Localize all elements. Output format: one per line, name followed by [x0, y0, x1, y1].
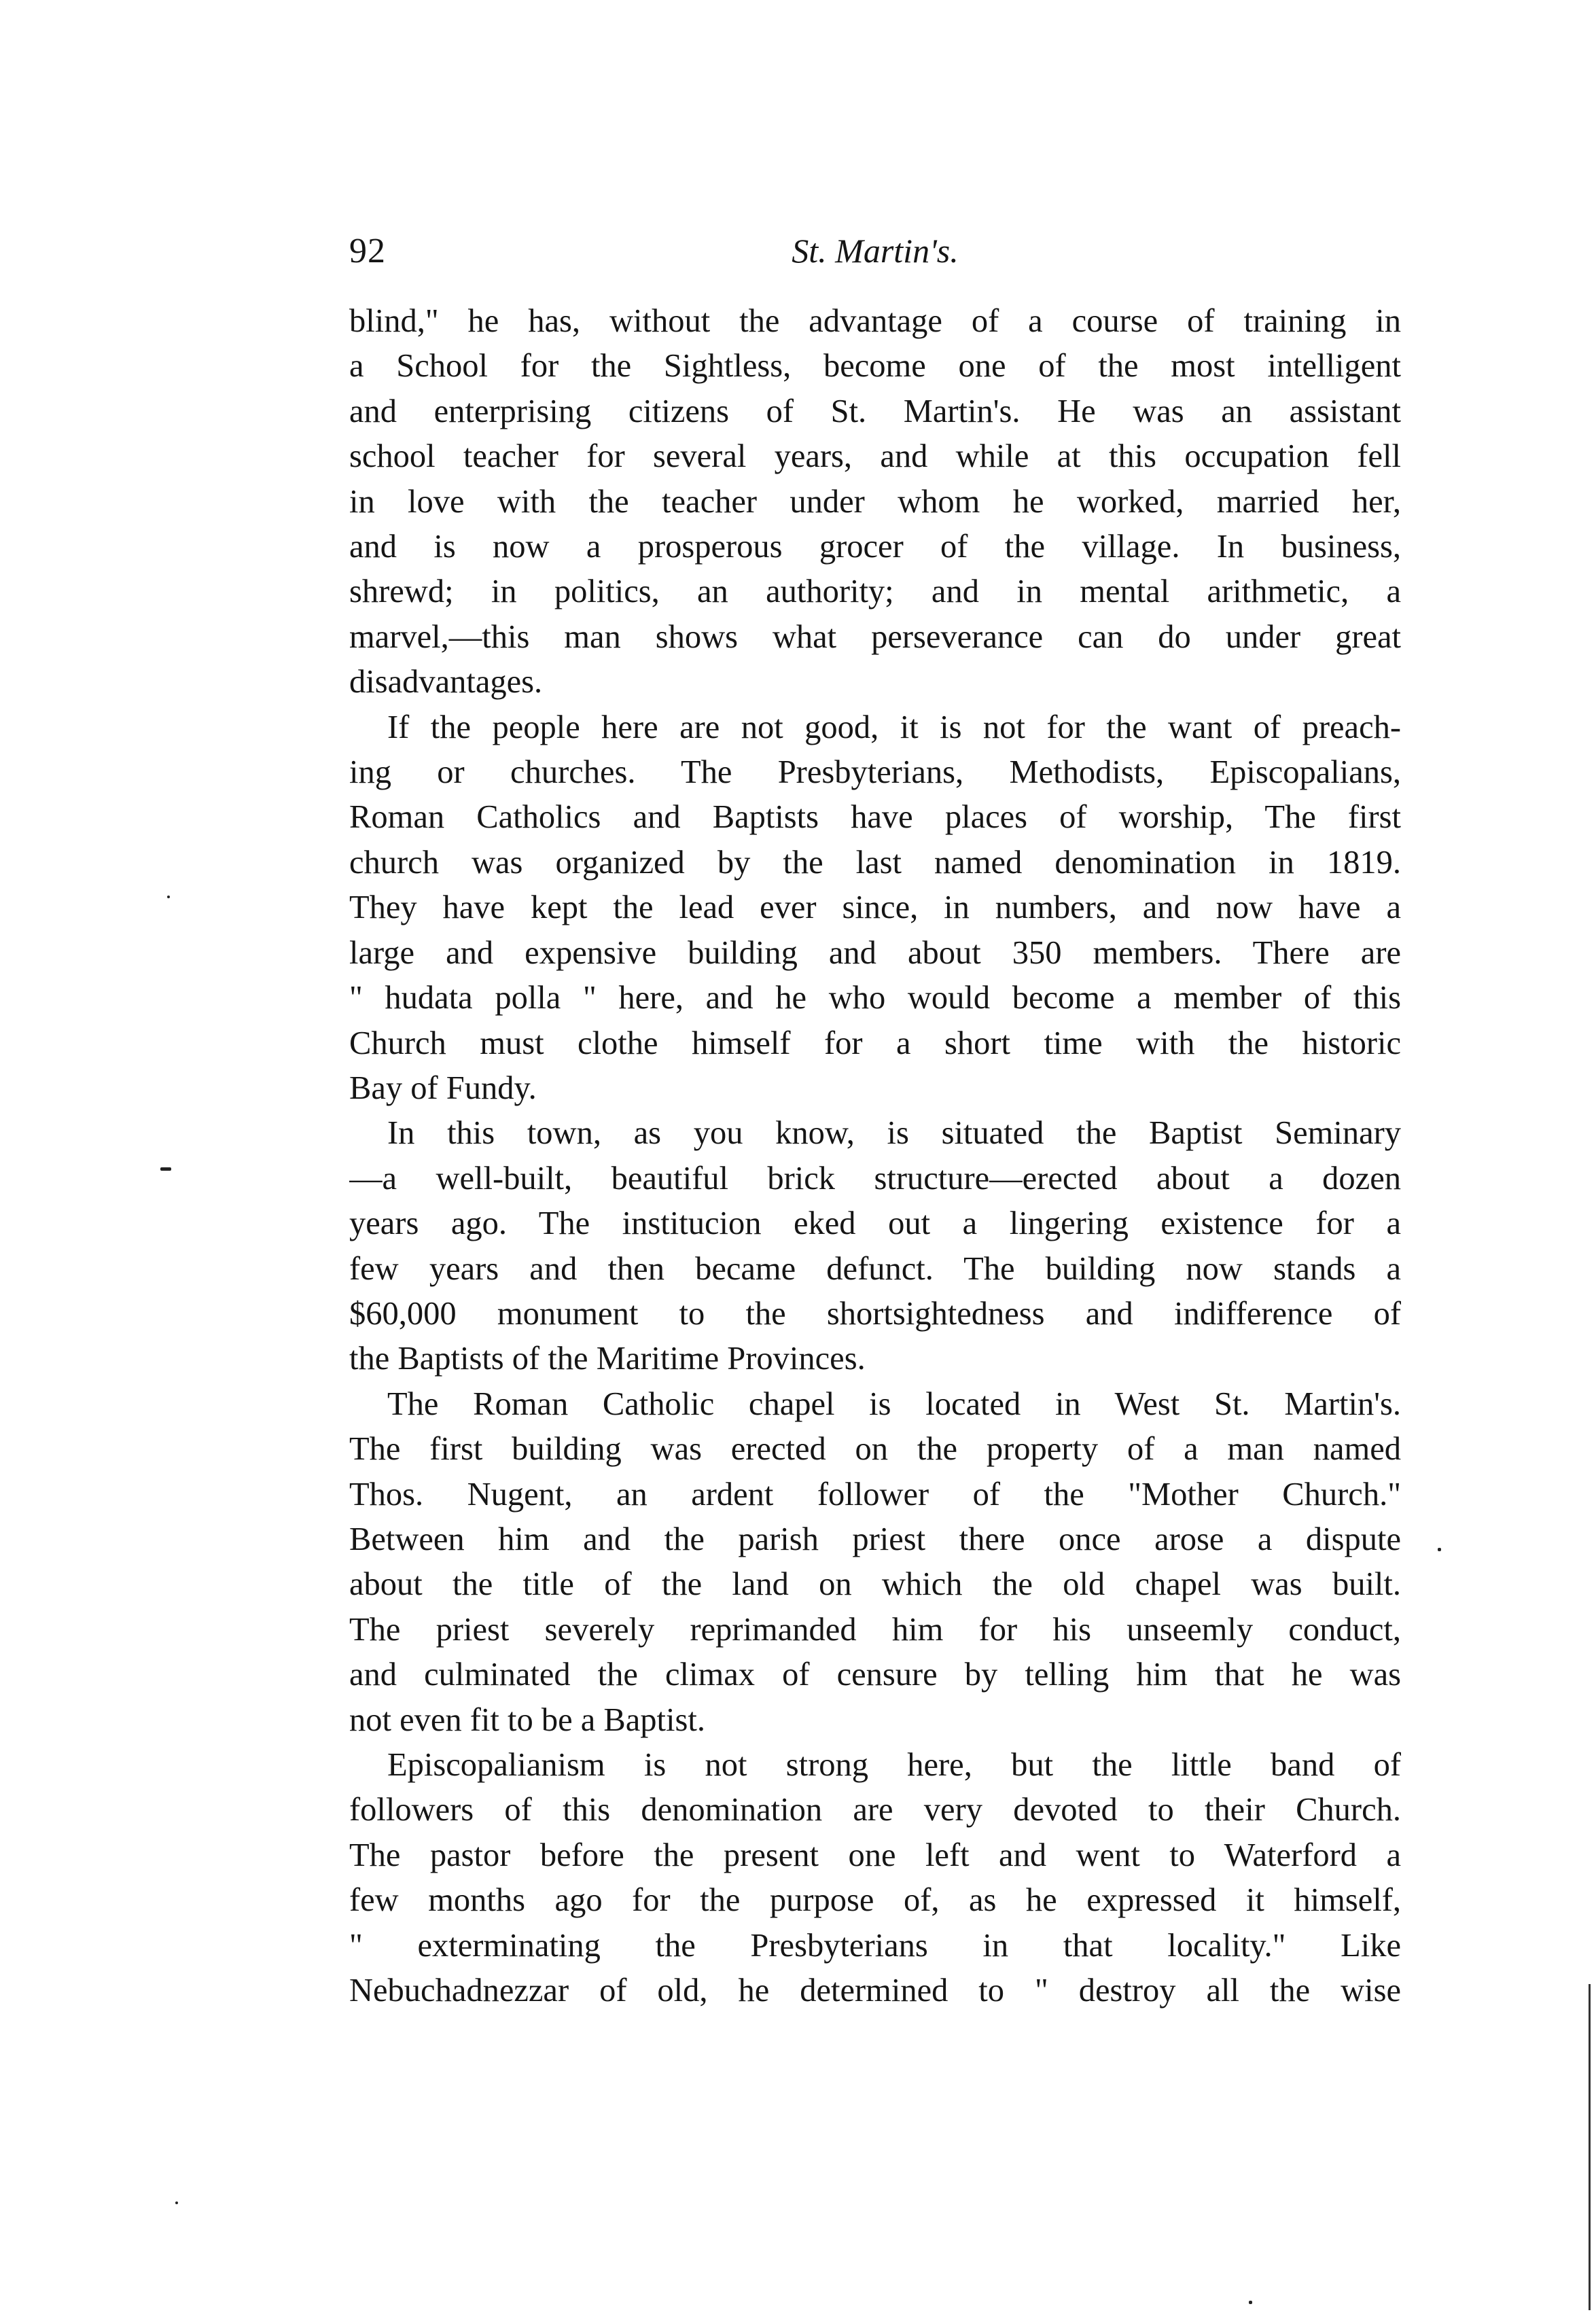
text-line: followers of this denomination are very devoted to their Church.	[349, 1792, 1401, 1828]
text-line: Nebuchadnezzar of old, he determined to " destroy all the wise	[349, 1973, 1401, 2009]
text-line: The priest severely reprimanded him for his unseemly conduct,	[349, 1611, 1401, 1648]
text-line: large and expensive building and about 350 members. There are	[349, 934, 1401, 971]
text-line: The first building was erected on the property of a man named	[349, 1431, 1401, 1468]
text-line: Between him and the parish priest there once arose a dispute	[349, 1521, 1401, 1557]
scan-edge-line	[1589, 1984, 1591, 2310]
text-line: ing or churches. The Presbyterians, Methodists, Episcopalians,	[349, 754, 1401, 791]
text-line: school teacher for several years, and while at this occupation fell	[349, 438, 1401, 475]
text-line: few months ago for the purpose of, as he expressed it himself,	[349, 1882, 1401, 1919]
text-line: $60,000 monument to the shortsightedness and indifference of	[349, 1295, 1401, 1332]
paragraph	[349, 1743, 1401, 2013]
text-line: blind," he has, without the advantage of a course of training in	[349, 303, 1401, 339]
text-line: a School for the Sightless, become one of the most intelligent	[349, 348, 1401, 385]
text-line: Bay of Fundy.	[349, 1069, 537, 1106]
text-line: In this town, as you know, is situated the Baptist Seminary	[387, 1115, 1401, 1152]
text-line: the Baptists of the Maritime Provinces.	[349, 1341, 866, 1377]
text-line: " exterminating the Presbyterians in that locality." Like	[349, 1927, 1401, 1964]
running-head: St. Martin's.	[792, 232, 959, 270]
scan-speck	[167, 896, 170, 898]
text-line: in love with the teacher under whom he worked, married her,	[349, 483, 1401, 520]
scan-speck	[1438, 1548, 1441, 1551]
text-line: years ago. The institucion eked out a lingering existence for a	[349, 1205, 1401, 1242]
text-line: about the title of the land on which the old chapel was built.	[349, 1566, 1401, 1603]
text-line: and culminated the climax of censure by telling him that he was	[349, 1657, 1401, 1693]
text-line: —a well-built, beautiful brick structure—erected about a dozen	[349, 1160, 1401, 1197]
text-line: They have kept the lead ever since, in numbers, and now have a	[349, 889, 1401, 926]
text-line: The pastor before the present one left and went to Waterford a	[349, 1837, 1401, 1873]
text-line: If the people here are not good, it is not for the want of preach-	[387, 709, 1401, 745]
text-line: and is now a prosperous grocer of the village. In business,	[349, 529, 1401, 565]
text-line: Episcopalianism is not strong here, but the little band of	[387, 1747, 1401, 1783]
text-line: " hudata polla " here, and he who would become a member of this	[349, 980, 1401, 1016]
text-line: Thos. Nugent, an ardent follower of the "Mother Church."	[349, 1476, 1401, 1513]
text-line: disadvantages.	[349, 664, 543, 701]
text-line: Church must clothe himself for a short time with the historic	[349, 1025, 1401, 1061]
text-line: marvel,—this man shows what perseverance can do under great	[349, 618, 1401, 655]
text-line: shrewd; in politics, an authority; and in mental arithmetic, a	[349, 573, 1401, 610]
paragraph	[349, 1111, 1401, 1381]
body-text	[349, 299, 1401, 2013]
paragraph	[349, 1382, 1401, 1743]
page-header	[349, 231, 1401, 285]
paragraph	[349, 705, 1401, 1112]
scan-speck	[1249, 2301, 1252, 2304]
page-number: 92	[349, 232, 386, 270]
text-line: few years and then became defunct. The building now stands a	[349, 1250, 1401, 1287]
scan-speck	[175, 2201, 178, 2204]
paragraph	[349, 299, 1401, 705]
text-line: not even fit to be a Baptist.	[349, 1701, 705, 1738]
text-line: church was organized by the last named denomination in 1819.	[349, 844, 1401, 881]
text-line: Roman Catholics and Baptists have places of worship, The first	[349, 799, 1401, 836]
scan-speck	[160, 1167, 171, 1171]
text-line: and enterprising citizens of St. Martin's. He was an assistant	[349, 393, 1401, 429]
text-line: The Roman Catholic chapel is located in West St. Martin's.	[387, 1385, 1401, 1422]
